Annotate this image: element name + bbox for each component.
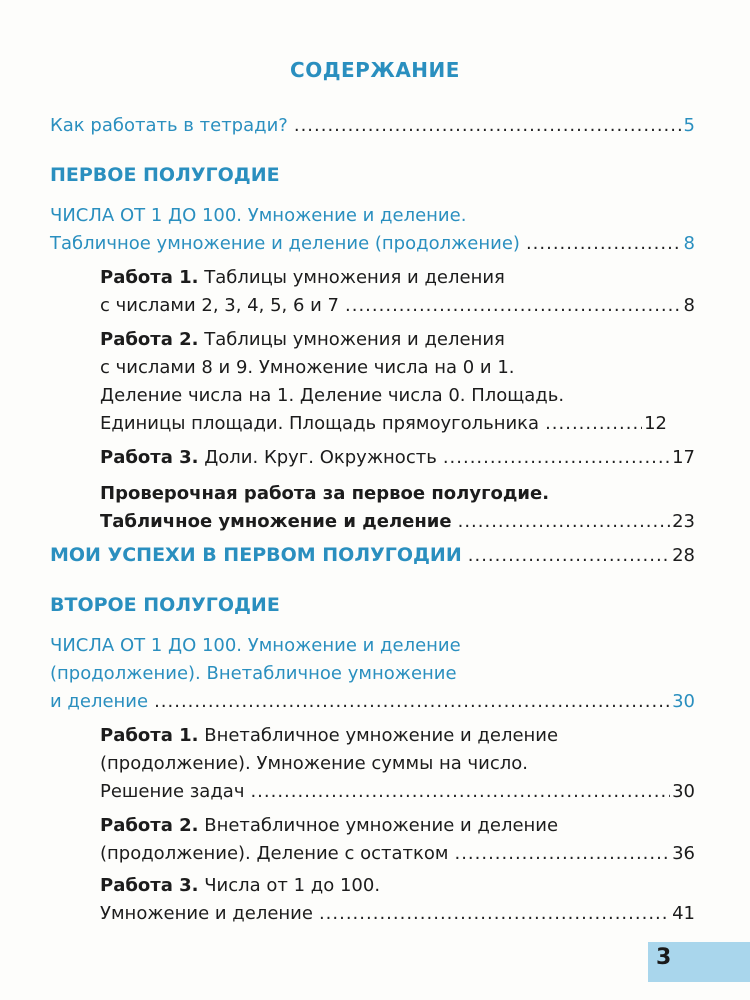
toc-entry-test-line1: Проверочная работа за первое полугодие. xyxy=(100,483,550,504)
toc-entry-text: Как работать в тетради? xyxy=(50,115,288,136)
toc-entry-test: Табличное умножение и деление ..... 23 xyxy=(100,509,695,535)
toc-entry-page: 5 xyxy=(683,115,695,136)
work-label: Работа 2. xyxy=(100,329,199,350)
section2-title-line2: (продолжение). Внетабличное умножение xyxy=(50,663,457,684)
toc-entry-success xyxy=(50,542,695,569)
toc-entry-s2work1-line1: Работа 1. Внетабличное умножение и деление xyxy=(100,725,559,746)
toc-entry-page: 23 xyxy=(672,511,695,532)
page-title: СОДЕРЖАНИЕ xyxy=(290,58,460,82)
toc-entry-intro xyxy=(50,113,695,139)
toc-entry-work3: Работа 3. Доли. Круг. Окружность ..... 17 xyxy=(100,445,695,471)
toc-entry-work2-line2: с числами 8 и 9. Умножение числа на 0 и 1. xyxy=(100,357,515,378)
toc-entry-s2work3-line1: Работа 3. Числа от 1 до 100. xyxy=(100,875,381,896)
section-title-line1: ЧИСЛА ОТ 1 ДО 100. Умножение и деление. xyxy=(50,205,467,226)
toc-entry-work1-line1: Работа 1. Таблицы умножения и деления xyxy=(100,267,505,288)
work-label: Работа 1. xyxy=(100,267,199,288)
section-heading-second-semester: ВТОРОЕ ПОЛУГОДИЕ xyxy=(50,594,280,616)
section-entry-second xyxy=(50,689,695,715)
toc-entry-page: 17 xyxy=(672,447,695,468)
work-label: Работа 3. xyxy=(100,875,199,896)
work-label: Работа 1. xyxy=(100,725,199,746)
work-label: Работа 2. xyxy=(100,815,199,836)
section-page: 8 xyxy=(683,233,695,254)
toc-entry-s2work1-line2: (продолжение). Умножение суммы на число. xyxy=(100,753,529,774)
toc-entry-s2work1: Решение задач ..... 30 xyxy=(100,779,695,805)
toc-entry-page: 12 xyxy=(644,413,667,434)
toc-entry-s2work3: Умножение и деление ..... 41 xyxy=(100,901,695,927)
toc-entry-work2-line3: Деление числа на 1. Деление числа 0. Площадь. xyxy=(100,385,565,406)
toc-entry-work1: с числами 2, 3, 4, 5, 6 и 7 ..... 8 xyxy=(100,293,695,319)
section-title-line2: Табличное умножение и деление (продолжение) xyxy=(50,233,520,254)
section2-title-line1: ЧИСЛА ОТ 1 ДО 100. Умножение и деление xyxy=(50,635,461,656)
section2-title-line3: и деление xyxy=(50,691,149,712)
toc-entry-page: 36 xyxy=(672,843,695,864)
success-heading: МОИ УСПЕХИ В ПЕРВОМ ПОЛУГОДИИ xyxy=(50,544,462,566)
section-heading-first-semester: ПЕРВОЕ ПОЛУГОДИЕ xyxy=(50,164,280,186)
section-entry-first xyxy=(50,231,695,257)
page-number: 3 xyxy=(656,945,672,970)
toc-entry-work2-line1: Работа 2. Таблицы умножения и деления xyxy=(100,329,505,350)
toc-entry-s2work2: (продолжение). Деление с остатком ..... 36 xyxy=(100,841,695,867)
toc-entry-page: 8 xyxy=(683,295,695,316)
toc-entry-work2: Единицы площади. Площадь прямоугольника ..... 12 xyxy=(100,411,667,437)
section-page: 30 xyxy=(672,691,695,712)
toc-entry-page: 28 xyxy=(672,545,695,566)
toc-entry-s2work2-line1: Работа 2. Внетабличное умножение и деление xyxy=(100,815,559,836)
work-label: Работа 3. xyxy=(100,447,199,468)
toc-entry-page: 30 xyxy=(672,781,695,802)
toc-entry-page: 41 xyxy=(672,903,695,924)
